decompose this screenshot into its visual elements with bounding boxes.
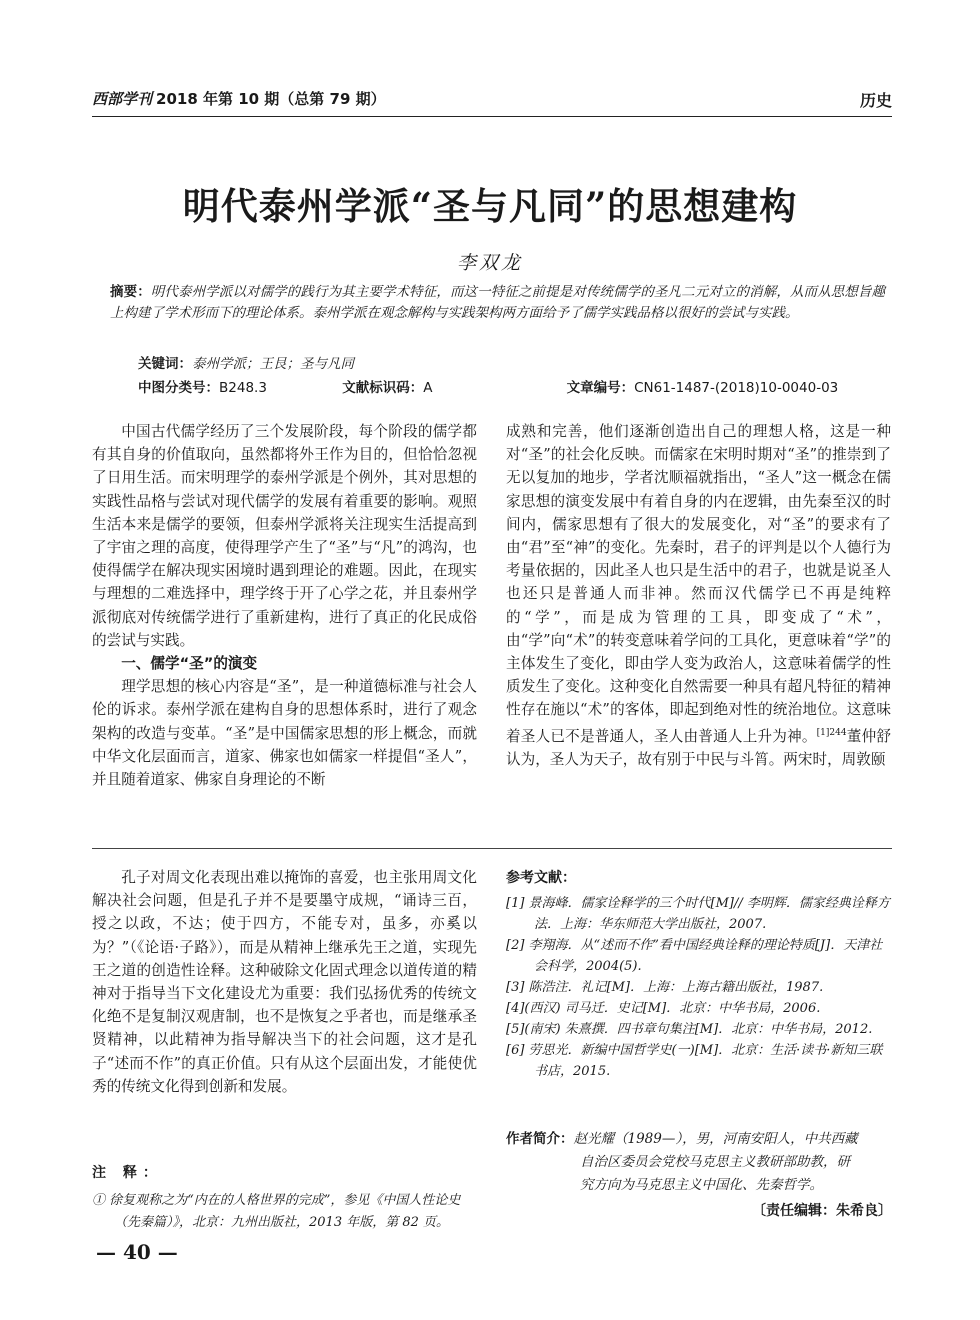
reference-item: [2] 李翔海．从“述而不作”看中国经典诠释的理论特质[J]．天津社会科学，2004(5). bbox=[506, 938, 883, 974]
reference-item: [3] 陈浩注．礼记[M]．上海：上海古籍出版社，1987. bbox=[506, 980, 824, 995]
reference-item: [4](西汉) 司马迁．史记[M]．北京：中华书局，2006. bbox=[506, 1001, 821, 1016]
author-info-line: 自治区委员会党校马克思主义教研部助教，研 bbox=[580, 1154, 850, 1170]
author-info-line: 究方向为马克思主义中国化、先秦哲学。 bbox=[580, 1177, 823, 1193]
abstract-text: 明代泰州学派以对儒学的践行为其主要学术特征，而这一特征之前提是对传统儒学的圣凡二元对立的消解，从而从思想旨趣上构建了学术形而下的理论体系。泰州学派在观念解构与实践架构两方面给予了儒学实践品格以很好的尝试与实践。 bbox=[110, 284, 886, 321]
section-label: 历史 bbox=[859, 91, 892, 110]
doc-value: A bbox=[423, 380, 433, 396]
notes-heading: 注 释： bbox=[92, 1165, 163, 1181]
clc-value: B248.3 bbox=[219, 380, 267, 396]
author-info-line: 赵光耀（1989—），男，河南安阳人，中共西藏 bbox=[573, 1131, 858, 1147]
page-number: — 40 — bbox=[96, 1240, 178, 1264]
journal-header bbox=[92, 88, 386, 109]
article-number-value: CN61-1487-(2018)10-0040-03 bbox=[634, 380, 839, 396]
header-rule bbox=[92, 116, 892, 117]
author-info bbox=[506, 1128, 891, 1197]
paragraph: 理学思想的核心内容是“圣”，是一种道德标准与社会人伦的诉求。泰州学派在建构自身的思想体系时，进行了观念架构的改造与变革。“圣”是中国儒家思想的形上概念，而就中华文化层面而言，道家、佛家也如儒家一样提倡“圣人”，并且随着道家、佛家自身理论的不断 bbox=[92, 678, 477, 789]
body-column-right bbox=[506, 420, 891, 771]
paragraph: 中国古代儒学经历了三个发展阶段，每个阶段的儒学都有其自身的价值取向，虽然都将外王作为目的，但恰恰忽视了日用生活。而宋明理学的泰州学派是个例外，其对思想的实践性品格与尝试对现代儒学的发展有着重要的影响。观照生活本来是儒学的要领，但泰州学派将关注现实生活提高到了宇宙之理的高度，使得理学产生了“圣”与“凡”的鸿沟，也使得儒学在解决现实困境时遇到理论的难题。因此，在现实与理想的二难选择中，理学终于开了心学之花，并且泰州学派彻底对传统儒学进行了重新建构，进行了真正的化民成俗的尝试与实践。 bbox=[92, 423, 477, 649]
section-heading: 一、儒学“圣”的演变 bbox=[121, 655, 258, 673]
paragraph-text: 成熟和完善，他们逐渐创造出自己的理想人格，这是一种对“圣”的社会化反映。而儒家在宋明时期对“圣”的推崇到了无以复加的地步，学者沈顺福就指出，“圣人”这一概念在儒家思想的演变发展中有着自身的内在逻辑，由先秦至汉的时间内，儒家思想有了很大的发展变化，对“圣”的要求有了由“君”至“神”的变化。先秦时，君子的评判是以个人德行为考量依据的，因此圣人也只是生活中的君子，也就是说圣人也还只是普通人而非神。然而汉代儒学已不再是纯粹的“学”，而是成为管理的工具，即变成了“术”，由“学”向“术”的转变意味着学问的工具化，更意味着“学”的主体发生了变化，即由学人变为政治人，这意味着儒学的性质发生了变化。这种变化自然需要一种具有超凡特征的精神性存在施以“术”的客体，即起到绝对性的统治地位。这意味着圣人已不是普通人，圣人由普通人上升为神。 bbox=[506, 423, 891, 745]
body-column-lower-left bbox=[92, 866, 477, 1098]
author-info-label: 作者简介： bbox=[506, 1131, 574, 1147]
keywords-label: 关键词： bbox=[138, 356, 192, 372]
article-title: 明代泰州学派“圣与凡同”的思想建构 bbox=[182, 184, 798, 228]
clc-label: 中图分类号： bbox=[138, 380, 219, 396]
keywords-text: 泰州学派；王艮；圣与凡同 bbox=[192, 356, 354, 372]
references-heading: 参考文献： bbox=[506, 870, 576, 886]
reference-item: [1] 景海峰．儒家诠释学的三个时代[M]// 李明辉．儒家经典诠释方法．上海：华东师范大学出版社，2007. bbox=[506, 896, 890, 932]
note-item: ① 徐复观称之为“内在的人格世界的完成”，参见《中国人性论史（先秦篇）》，北京：九州出版社，2013 年版，第 82 页。 bbox=[92, 1193, 461, 1230]
references bbox=[506, 868, 891, 1082]
journal-brand: 西部学刊 bbox=[92, 90, 153, 108]
citation-mark: [1]244 bbox=[816, 727, 847, 738]
doc-label: 文献标识码： bbox=[342, 380, 424, 396]
article-author: 李双龙 bbox=[456, 252, 523, 274]
article-number-label: 文章编号： bbox=[566, 380, 635, 396]
abstract-label: 摘要： bbox=[110, 284, 151, 300]
paragraph-text-tail: 董仲舒认为，圣人为天子，故有别于中民与斗筲。两宋时，周敦颐 bbox=[506, 727, 891, 768]
journal-issue: 2018 年第 10 期（总第 79 期） bbox=[156, 90, 386, 108]
paragraph bbox=[506, 420, 891, 771]
abstract bbox=[110, 282, 885, 324]
paragraph: 孔子对周文化表现出难以掩饰的喜爱，也主张用周文化解决社会问题，但是孔子并不是要墨守成规，“诵诗三百，授之以政，不达；使于四方，不能专对，虽多，亦奚以为？”（《论语·子路》），而是从精神上继承先王之道，实现先王之道的创造性诠释。这种破除文化固式理念以道传道的精神对于指导当下文化建设尤为重要：我们弘扬优秀的传统文化绝不是复制汉观唐制，也不是恢复之乎者也，而是继承圣贤精神，以此精神为指导解决当下的社会问题，这才是孔子“述而不作”的真正价值。只有从这个层面出发，才能使优秀的传统文化得到创新和发展。 bbox=[92, 869, 477, 1095]
classification-line bbox=[138, 376, 898, 396]
keywords bbox=[138, 352, 354, 372]
section-divider bbox=[92, 848, 892, 849]
body-column-left bbox=[92, 420, 477, 791]
reference-item: [5](南宋) 朱熹撰．四书章句集注[M]．北京：中华书局，2012. bbox=[506, 1022, 873, 1037]
notes bbox=[92, 1162, 477, 1234]
reference-item: [6] 劳思光．新编中国哲学史(一)[M]．北京：生活·读书·新知三联书店，2015. bbox=[506, 1043, 883, 1079]
responsible-editor: 〔责任编辑：朱希良〕 bbox=[752, 1203, 892, 1219]
